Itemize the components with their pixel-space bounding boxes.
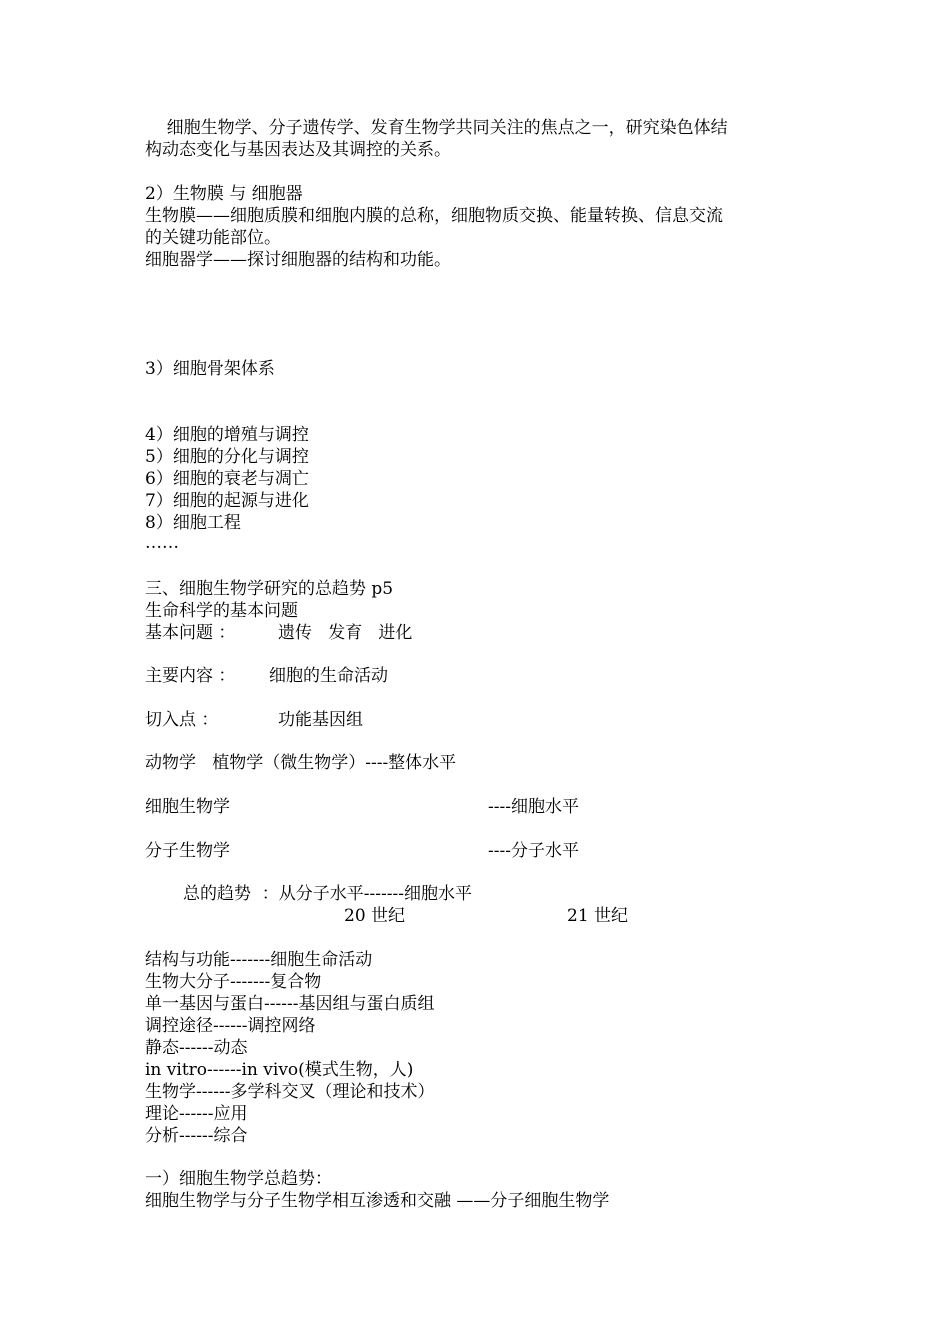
level-molecule-value: ----分子水平 xyxy=(488,841,579,861)
trend-pair: 分析------综合 xyxy=(145,1126,248,1146)
trend-pair: 单一基因与蛋白------基因组与蛋白质组 xyxy=(145,994,435,1014)
main-content-label: 主要内容 ： xyxy=(145,666,236,686)
trend-pair: in vitro------in vivo(模式生物，人) xyxy=(145,1060,414,1080)
trend-pair: 静态------动态 xyxy=(145,1038,248,1058)
section-heading-cytoskeleton: 3）细胞骨架体系 xyxy=(145,359,275,379)
intro-line-1: 细胞生物学、分子遗传学、发育生物学共同关注的焦点之一，研究染色体结 xyxy=(145,118,728,138)
summary-heading: 一）细胞生物学总趋势： xyxy=(145,1169,332,1189)
trend-pair: 结构与功能-------细胞生命活动 xyxy=(145,950,373,970)
main-content-value: 细胞的生命活动 xyxy=(269,666,388,686)
level-organism: 动物学 植物学（微生物学）----整体水平 xyxy=(145,753,457,773)
trend-pair: 生物学------多学科交叉（理论和技术） xyxy=(145,1082,435,1102)
entry-point-label: 切入点 ： xyxy=(145,710,219,730)
trend-pair: 生物大分子-------复合物 xyxy=(145,972,322,992)
trend-pair: 调控途径------调控网络 xyxy=(145,1016,316,1036)
topic-item: 5）细胞的分化与调控 xyxy=(145,447,309,467)
trend-pair: 理论------应用 xyxy=(145,1104,248,1124)
century-20-label: 20 世纪 xyxy=(344,906,406,926)
intro-line-2: 构动态变化与基因表达及其调控的关系。 xyxy=(145,140,451,160)
basic-questions-label: 基本问题 ： xyxy=(145,623,236,643)
trends-subheading: 生命科学的基本问题 xyxy=(145,601,298,621)
entry-point-value: 功能基因组 xyxy=(278,710,363,730)
topic-ellipsis: …… xyxy=(145,533,179,553)
topic-item: 8）细胞工程 xyxy=(145,513,241,533)
topic-item: 4）细胞的增殖与调控 xyxy=(145,425,309,445)
topic-item: 6）细胞的衰老与凋亡 xyxy=(145,469,309,489)
level-cell-label: 细胞生物学 xyxy=(145,797,230,817)
level-molecule-label: 分子生物学 xyxy=(145,841,230,861)
overall-trend: 总的趋势 ：从分子水平-------细胞水平 xyxy=(183,884,473,904)
organelle-definition: 细胞器学——探讨细胞器的结构和功能。 xyxy=(145,250,451,270)
summary-text: 细胞生物学与分子生物学相互渗透和交融 ——分子细胞生物学 xyxy=(145,1191,610,1211)
level-cell-value: ----细胞水平 xyxy=(488,797,579,817)
section-heading-membrane: 2）生物膜 与 细胞器 xyxy=(145,184,303,204)
membrane-definition-line-1: 生物膜——细胞质膜和细胞内膜的总称，细胞物质交换、能量转换、信息交流 xyxy=(145,206,723,226)
trends-heading: 三、细胞生物学研究的总趋势 p5 xyxy=(145,579,394,599)
century-21-label: 21 世纪 xyxy=(567,906,629,926)
basic-questions-value: 遗传 发育 进化 xyxy=(278,623,413,643)
topic-item: 7）细胞的起源与进化 xyxy=(145,491,309,511)
membrane-definition-line-2: 的关键功能部位。 xyxy=(145,228,281,248)
